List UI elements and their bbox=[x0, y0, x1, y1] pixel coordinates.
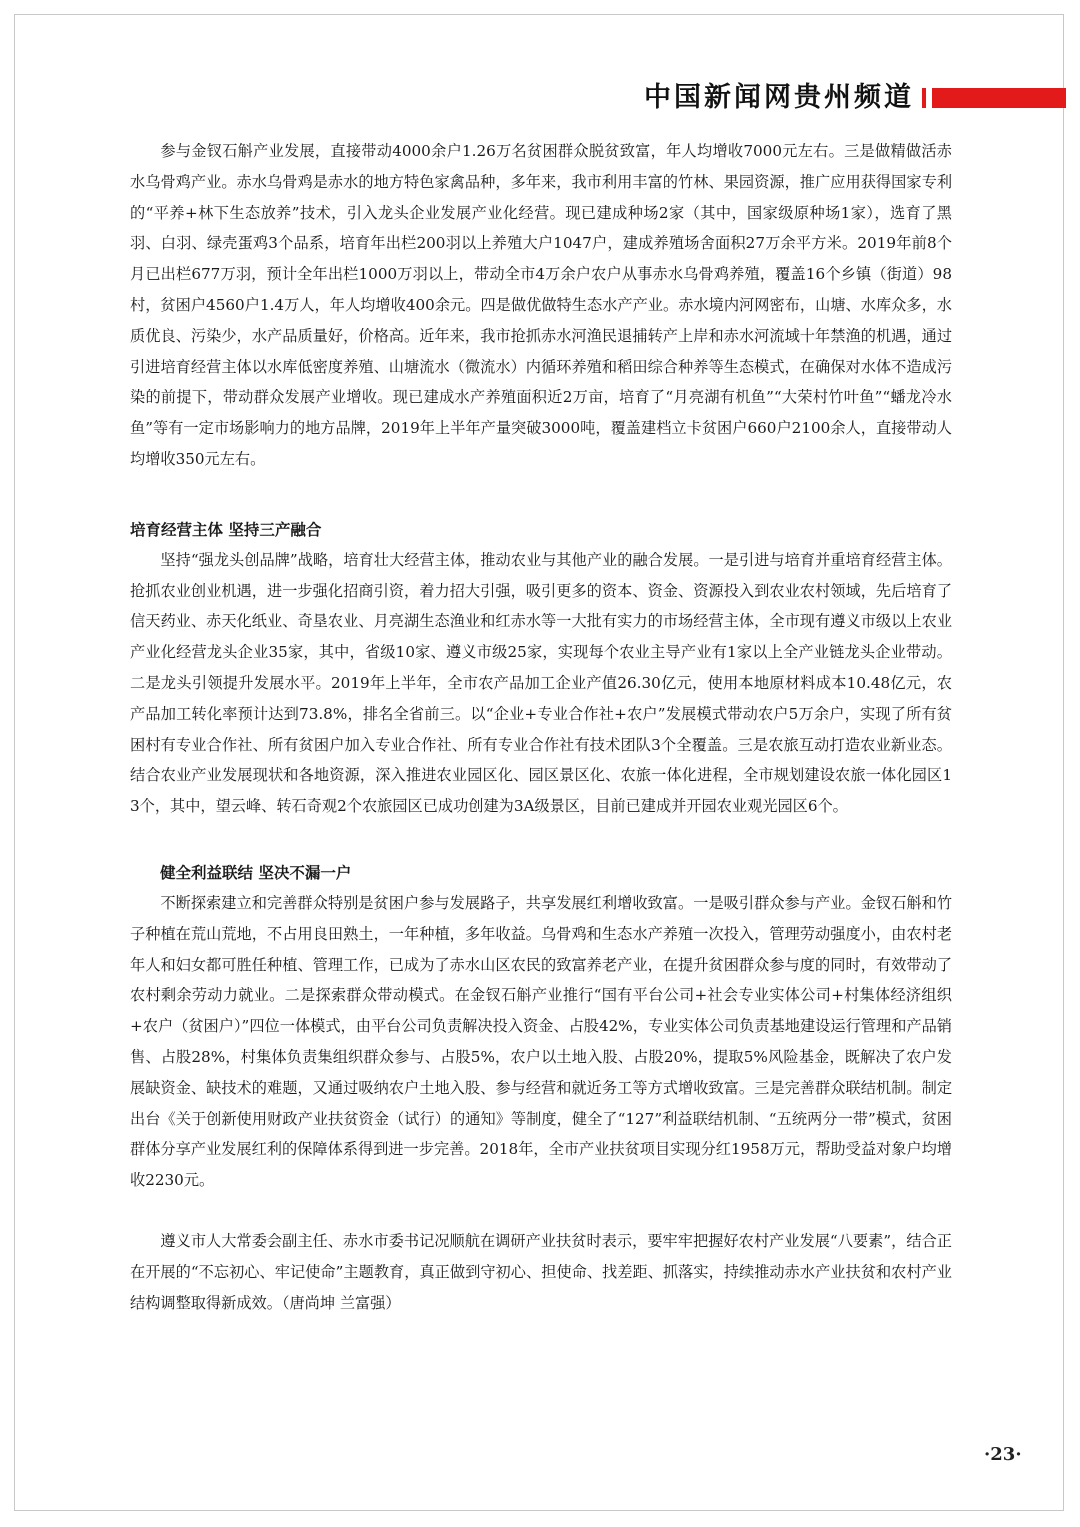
article-body bbox=[130, 136, 952, 1318]
page-number: ·23· bbox=[984, 1444, 1022, 1465]
section-paragraph-cultivate: 坚持“强龙头创品牌”战略，培育壮大经营主体，推动农业与其他产业的融合发展。一是引进与培育并重培育经营主体。抢抓农业创业机遇，进一步强化招商引资，着力招大引强，吸引更多的资本、资金、资源投入到农业农村领域，先后培育了信天药业、赤天化纸业、奇垦农业、月亮湖生态渔业和红赤水等一大批有实力的市场经营主体，全市现有遵义市级以上农业产业化经营龙头企业35家，其中，省级10家、遵义市级25家，实现每个农业主导产业有1家以上全产业链龙头企业带动。二是龙头引领提升发展水平。2019年上半年，全市农产品加工企业产值26.30亿元，使用本地原材料成本10.48亿元，农产品加工转化率预计达到73.8%，排名全省前三。以“企业+专业合作社+农户”发展模式带动农户5万余户，实现了所有贫困村有专业合作社、所有贫困户加入专业合作社、所有专业合作社有技术团队3个全覆盖。三是农旅互动打造农业新业态。结合农业产业发展现状和各地资源，深入推进农业园区化、园区景区化、农旅一体化进程，全市规划建设农旅一体化园区13个，其中，望云峰、转石奇观2个农旅园区已成功创建为3A级景区，目前已建成并开园农业观光园区6个。 bbox=[130, 550, 952, 816]
channel-title: 中国新闻网贵州频道 bbox=[644, 82, 914, 113]
section-paragraph-benefit: 不断探索建立和完善群众特别是贫困户参与发展路子，共享发展红利增收致富。一是吸引群众参与产业。金钗石斛和竹子种植在荒山荒地，不占用良田熟土，一年种植，多年收益。乌骨鸡和生态水产养殖一次投入，管理劳动强度小，由农村老年人和妇女都可胜任种植、管理工作，已成为了赤水山区农民的致富养老产业，在提升贫困群众参与度的同时，有效带动了农村剩余劳动力就业。二是探索群众带动模式。在金钗石斛产业推行“国有平台公司+社会专业实体公司+村集体经济组织+农户（贫困户）”四位一体模式，由平台公司负责解决投入资金、占股42%，专业实体公司负责基地建设运行管理和产品销售、占股28%，村集体负责集组织群众参与、占股5%，农户以土地入股、占股20%，提取5%风险基金，既解决了农户发展缺资金、缺技术的难题，又通过吸纳农户土地入股、参与经营和就近务工等方式增收致富。三是完善群众联结机制。制定出台《关于创新使用财政产业扶贫资金（试行）的通知》等制度，健全了“127”利益联结机制、“五统两分一带”模式，贫困群体分享产业发展红利的保障体系得到进一步完善。2018年，全市产业扶贫项目实现分红1958万元，帮助受益对象户均增收2230元。 bbox=[130, 893, 952, 1190]
intro-paragraph: 参与金钗石斛产业发展，直接带动4000余户1.26万名贫困群众脱贫致富，年人均增收7000元左右。三是做精做活赤水乌骨鸡产业。赤水乌骨鸡是赤水的地方特色家禽品种，多年来，我市利用丰富的竹林、果园资源，推广应用获得国家专利的“平养+林下生态放养”技术，引入龙头企业发展产业化经营。现已建成种场2家（其中，国家级原种场1家），选育了黑羽、白羽、绿壳蛋鸡3个品系，培育年出栏200羽以上养殖大户1047户，建成养殖场舍面积27万余平方米。2019年前8个月已出栏677万羽，预计全年出栏1000万羽以上，带动全市4万余户农户从事赤水乌骨鸡养殖，覆盖16个乡镇（街道）98村，贫困户4560户1.4万人，年人均增收400余元。四是做优做特生态水产产业。赤水境内河网密布，山塘、水库众多，水质优良、污染少，水产品质量好，价格高。近年来，我市抢抓赤水河渔民退捕转产上岸和赤水河流域十年禁渔的机遇，通过引进培育经营主体以水库低密度养殖、山塘流水（微流水）内循环养殖和稻田综合种养等生态模式，在确保对水体不造成污染的前提下，带动群众发展产业增收。现已建成水产养殖面积近2万亩，培育了“月亮湖有机鱼”“大荣村竹叶鱼”“蟠龙冷水鱼”等有一定市场影响力的地方品牌，2019年上半年产量突破3000吨，覆盖建档立卡贫困户660户2100余人，直接带动人均增收350元左右。 bbox=[130, 142, 952, 468]
section-heading-cultivate: 培育经营主体 坚持三产融合 bbox=[130, 519, 322, 539]
header-accent-bar bbox=[932, 88, 1066, 108]
page-header bbox=[600, 78, 1066, 118]
header-accent-divider bbox=[922, 88, 926, 108]
section-heading-benefit: 健全利益联结 坚决不漏一户 bbox=[160, 862, 352, 882]
closing-paragraph: 遵义市人大常委会副主任、赤水市委书记况顺航在调研产业扶贫时表示，要牢牢把握好农村产业发展“八要素”，结合正在开展的“不忘初心、牢记使命”主题教育，真正做到守初心、担使命、找差距、抓落实，持续推动赤水产业扶贫和农村产业结构调整取得新成效。（唐尚坤 兰富强） bbox=[130, 1231, 952, 1312]
